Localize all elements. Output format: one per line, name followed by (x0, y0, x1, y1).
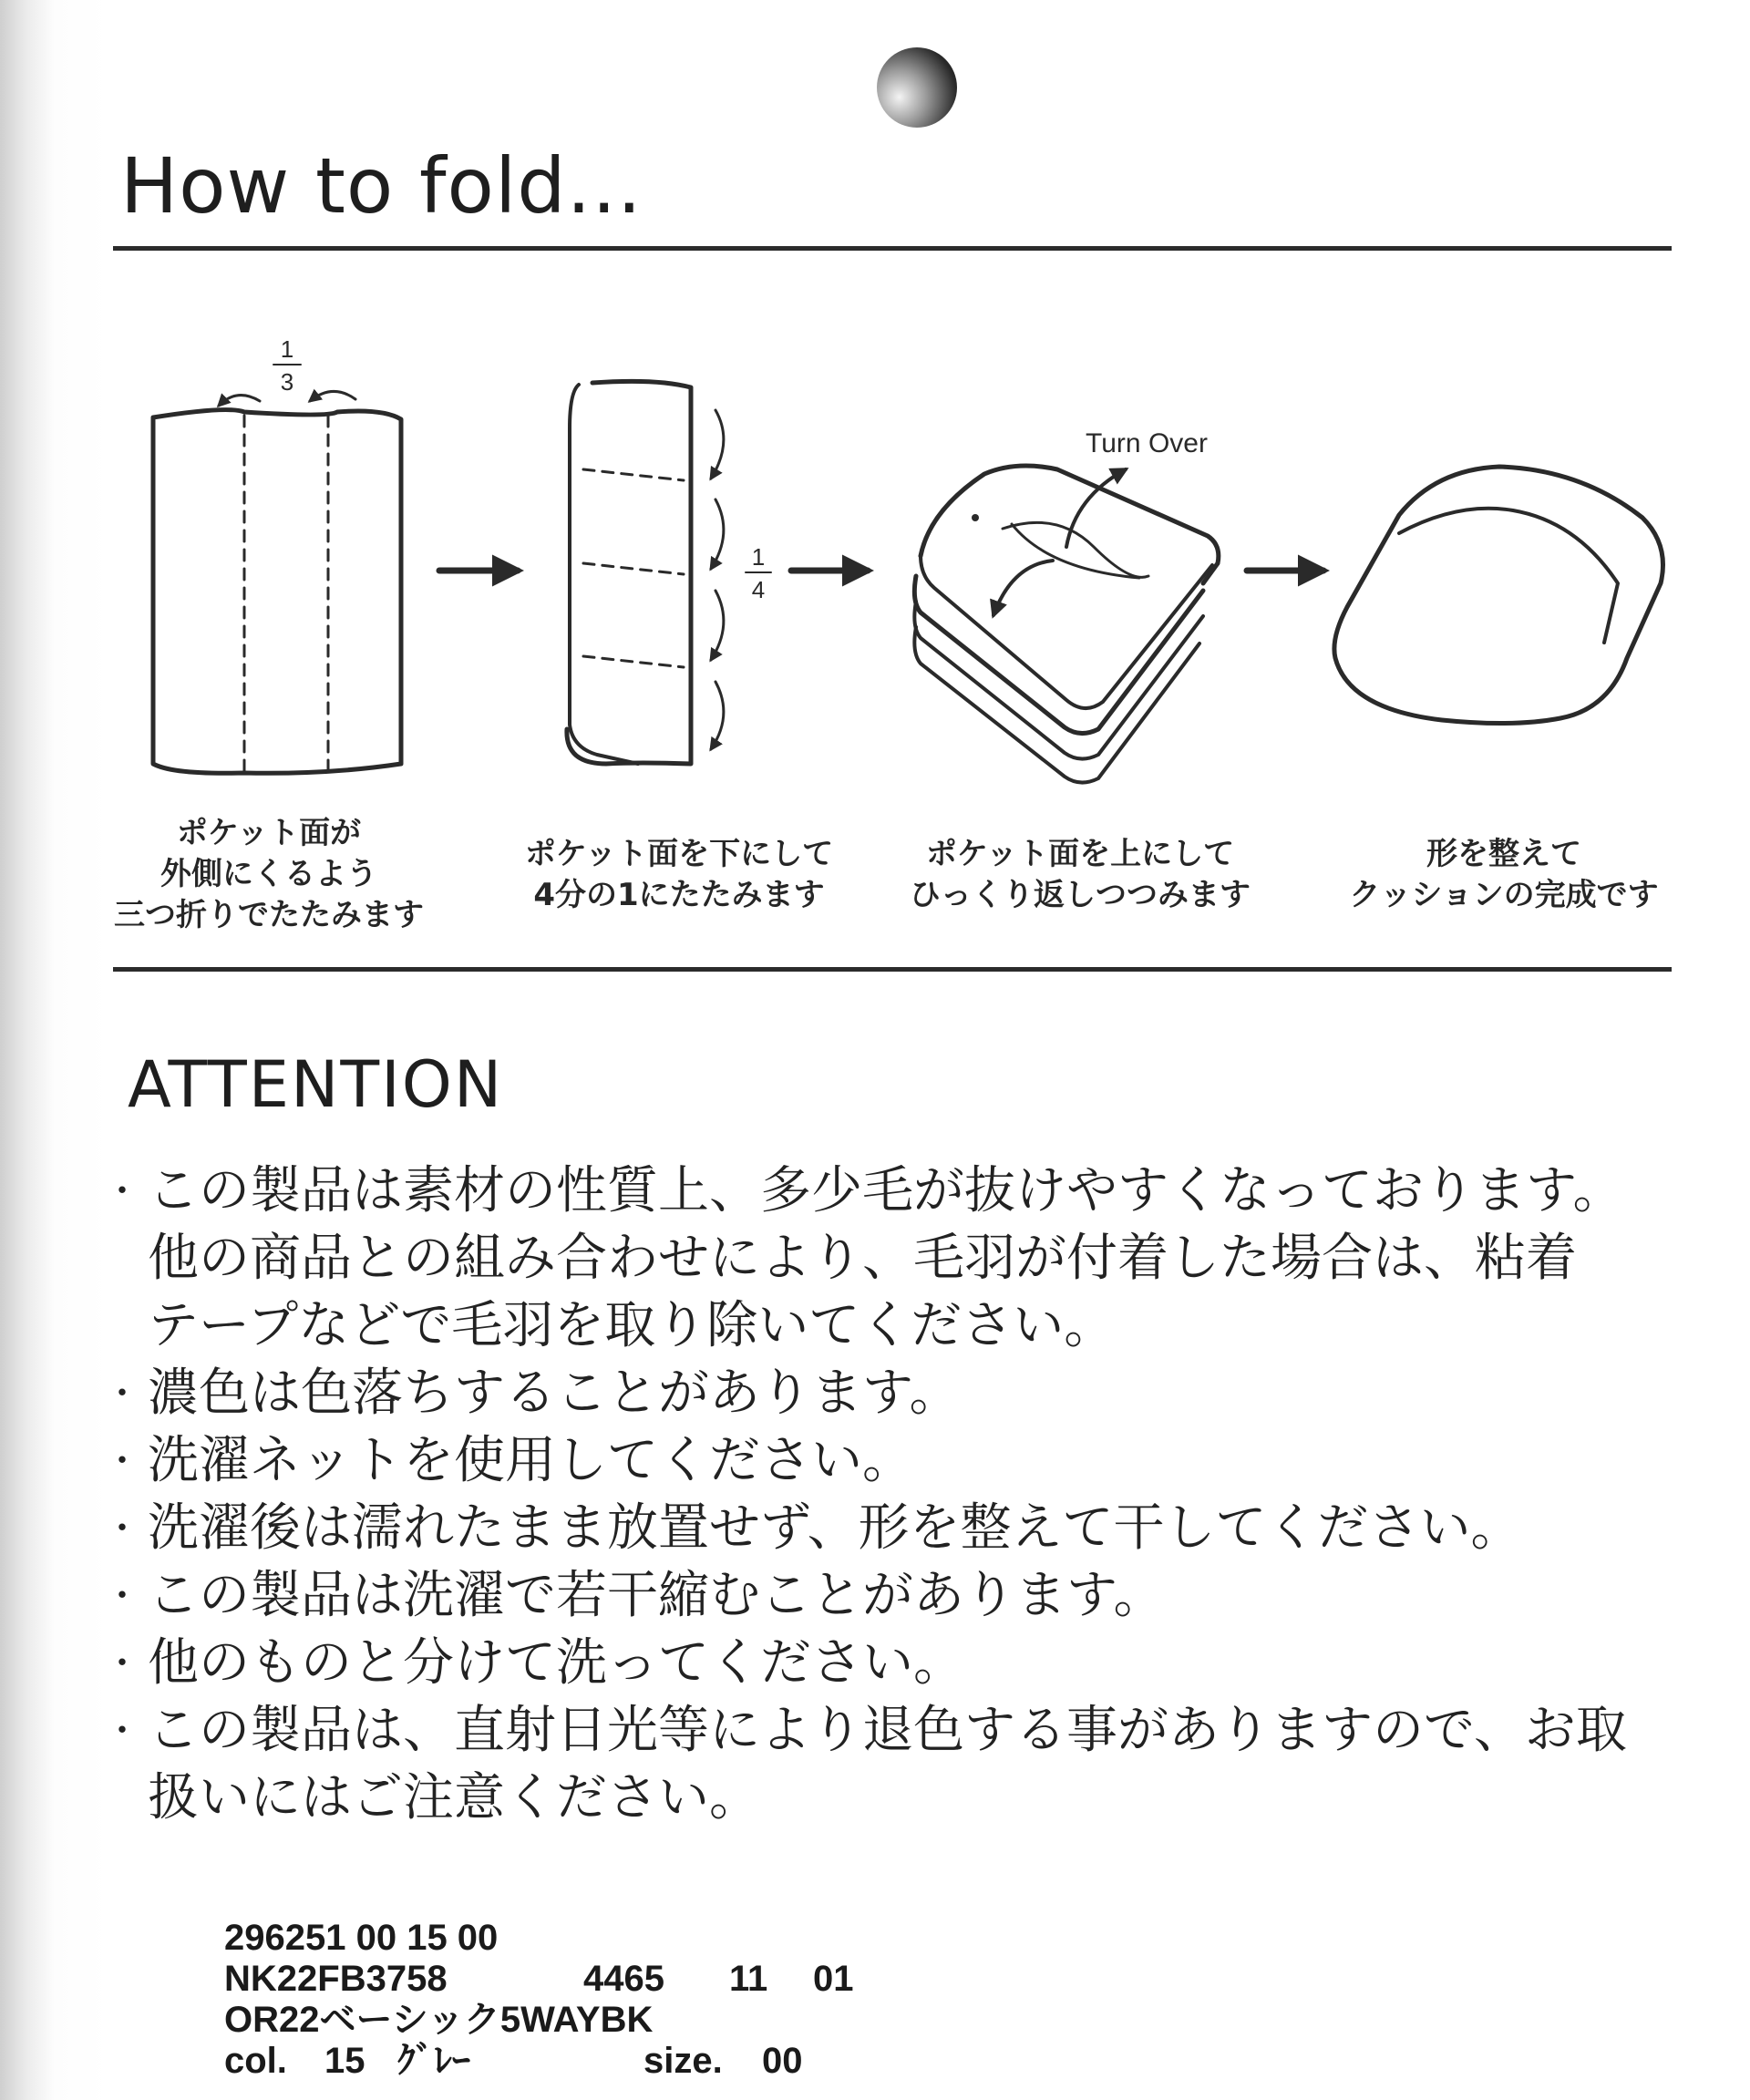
attention-line: ・ この製品は洗濯で若干縮むことがあります。 (148, 1566, 1165, 1625)
size-label: size. (643, 2041, 723, 2081)
attention-line: 扱いにはご注意ください。 (148, 1768, 760, 1827)
quarter-fraction-denominator: 4 (751, 576, 766, 603)
page-title: How to fold... (120, 141, 643, 231)
punch-hole (877, 47, 957, 128)
attention-item (120, 1495, 1670, 1562)
step-1-line-1: ポケット面が (176, 815, 362, 851)
attention-list (120, 1158, 1670, 1832)
attention-line: テープなどで毛羽を取り除いてください。 (148, 1296, 1116, 1355)
fold-right-arrow (310, 391, 355, 401)
step-4-line-1: 形を整えて (1426, 836, 1581, 872)
color-name: ｸﾞﾚｰ (397, 2041, 470, 2081)
product-code: NK22FB3758 (224, 1959, 448, 1999)
turn-over-arrow-up (1066, 469, 1126, 547)
attention-line: ・ この製品は素材の性質上、多少毛が抜けやすくなっております。 (148, 1161, 1624, 1220)
attention-line: ・ 濃色は色落ちすることがあります。 (148, 1364, 961, 1423)
step-4-caption (1322, 834, 1686, 916)
attention-line: ・ 洗濯ネットを使用してください。 (148, 1431, 913, 1490)
step-3-caption (875, 834, 1285, 916)
turn-over-label: Turn Over (1086, 428, 1208, 458)
attention-item (120, 1630, 1670, 1697)
fold-left-arrow (219, 396, 260, 406)
step-4-line-2: クッションの完成です (1349, 877, 1659, 913)
step3-turn-over (914, 428, 1219, 783)
jan-code: 296251 00 15 00 (224, 1918, 499, 1958)
step4-finished-cushion (1334, 467, 1663, 724)
code-number-2: 11 (729, 1959, 768, 1999)
attention-item (120, 1360, 1670, 1427)
quarter-fraction-numerator: 1 (751, 543, 766, 571)
attention-line: ・ 洗濯後は濡れたまま放置せず、形を整えて干してください。 (148, 1498, 1522, 1558)
top-divider (113, 246, 1672, 251)
bottom-divider (113, 967, 1672, 972)
size-value: 00 (762, 2041, 803, 2081)
step-3-line-1: ポケット面を上にして (925, 836, 1235, 872)
attention-line: 他の商品との組み合わせにより、毛羽が付着した場合は、粘着 (148, 1229, 1577, 1288)
attention-item (120, 1158, 1670, 1360)
step-1-line-3: 三つ折りでたたみます (114, 897, 424, 933)
attention-item (120, 1697, 1670, 1832)
attention-line: ・ 他のものと分けて洗ってください。 (148, 1633, 964, 1693)
code-number-3: 01 (813, 1959, 854, 1999)
step-2-line-1: ポケット面を下にして (524, 836, 834, 872)
step-1-caption (100, 813, 438, 936)
third-fraction-numerator: 1 (280, 335, 294, 363)
color-label: col. (224, 2041, 287, 2081)
attention-heading: ATTENTION (128, 1047, 504, 1122)
code-number-1: 4465 (583, 1959, 664, 1999)
step-2-line-2: 4分の1にたたみます (533, 877, 825, 913)
attention-item (120, 1562, 1670, 1630)
attention-item (120, 1427, 1670, 1495)
step1-trifold-panel (153, 335, 401, 773)
step-2-caption (497, 834, 861, 916)
step-1-line-2: 外側にくるよう (160, 856, 377, 892)
attention-line: ・ この製品は、直射日光等により退色する事がありますので、お取 (148, 1701, 1627, 1760)
product-name: OR22ベーシック5WAYBK (224, 2000, 654, 2040)
turn-over-arrow-down (993, 561, 1053, 615)
color-value: 15 (324, 2041, 365, 2081)
step2-quarter-fold (567, 381, 771, 764)
step-3-line-2: ひっくり返しつつみます (910, 877, 1251, 913)
third-fraction-denominator: 3 (280, 368, 294, 396)
